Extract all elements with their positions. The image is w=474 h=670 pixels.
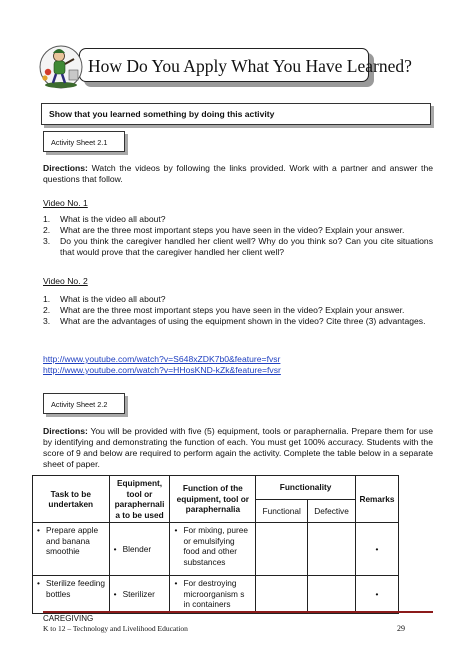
activity-sheet-label: Activity Sheet 2.2: [51, 400, 108, 409]
page-title: How Do You Apply What You Have Learned?: [88, 56, 412, 76]
functional-cell: [256, 523, 308, 576]
table-row: [33, 576, 399, 614]
directions-label: Directions:: [43, 426, 88, 436]
defective-cell: [308, 576, 356, 614]
col-header-defective: Defective: [308, 499, 356, 523]
question-item: 2. What are the three most important steps you have seen in the video? Explain your answer.: [43, 305, 405, 315]
directions-paragraph: [43, 426, 433, 470]
instruction-text: Show that you learned something by doing this activity: [49, 109, 275, 119]
footer-rule: [43, 611, 433, 613]
video-2-questions: [43, 294, 433, 327]
question-item: 1. What is the video all about?: [43, 294, 166, 304]
function-cell: • For destroying microorganism s in containers: [170, 576, 256, 614]
directions-text: Watch the videos by following the links provided. Work with a partner and answer the questions that follow.: [43, 163, 433, 184]
directions-paragraph: [43, 163, 433, 185]
footer-course: K to 12 – Technology and Livelihood Education: [43, 624, 188, 633]
table-header-row: [33, 476, 399, 500]
activity-sheet-tag: [43, 393, 125, 414]
directions-text: You will be provided with five (5) equipment, tools or paraphernalia. Prepare them for use by identifying and demonstrating the function of each. You must get 100% accuracy. Students with the score of 9 and below are required to perform again the activity. Complete the table below in a separate sheet of paper.: [43, 426, 434, 469]
mascot-illustration: [38, 42, 84, 90]
equipment-table: [32, 475, 399, 614]
equipment-cell: • Blender: [109, 523, 170, 576]
col-header-function: Function of the equipment, tool or paraphernalia: [170, 476, 256, 523]
remarks-cell: •: [355, 576, 398, 614]
remarks-cell: •: [355, 523, 398, 576]
col-header-functionality: Functionality: [256, 476, 356, 500]
activity-sheet-tag: [43, 131, 125, 152]
col-header-remarks: Remarks: [355, 476, 398, 523]
defective-cell: [308, 523, 356, 576]
video-1-questions: [43, 214, 433, 258]
directions-label: Directions:: [43, 163, 88, 173]
video-link-2[interactable]: http://www.youtube.com/watch?v=HHosKND-kZk&feature=fvsr: [43, 365, 281, 375]
question-item: 1. What is the video all about?: [43, 214, 166, 224]
question-item: 3. What are the advantages of using the equipment shown in the video? Cite three (3) advantages.: [43, 316, 426, 326]
task-cell: • Prepare apple and banana smoothie: [33, 523, 110, 576]
page-number: 29: [397, 624, 405, 633]
equipment-cell: • Sterilizer: [109, 576, 170, 614]
video-2-heading: Video No. 2: [43, 276, 88, 286]
function-cell: • For mixing, puree or emulsifying food and other substances: [170, 523, 256, 576]
video-1-heading: Video No. 1: [43, 198, 88, 208]
question-item: 3. Do you think the caregiver handled her client well? Why do you think so? Can you cite situations that would prove that the caregiver handled her client well?: [43, 236, 433, 257]
col-header-task: Task to be undertaken: [33, 476, 110, 523]
footer-subject: CAREGIVING: [43, 614, 94, 623]
functional-cell: [256, 576, 308, 614]
activity-sheet-label: Activity Sheet 2.1: [51, 138, 108, 147]
col-header-functional: Functional: [256, 499, 308, 523]
video-links: [43, 354, 281, 376]
table-row: [33, 523, 399, 576]
video-link-1[interactable]: http://www.youtube.com/watch?v=S648xZDK7b0&feature=fvsr: [43, 354, 281, 364]
col-header-equipment: Equipment, tool or paraphernali a to be used: [109, 476, 170, 523]
question-item: 2. What are the three most important steps you have seen in the video? Explain your answer.: [43, 225, 405, 235]
task-cell: • Sterilize feeding bottles: [33, 576, 110, 614]
